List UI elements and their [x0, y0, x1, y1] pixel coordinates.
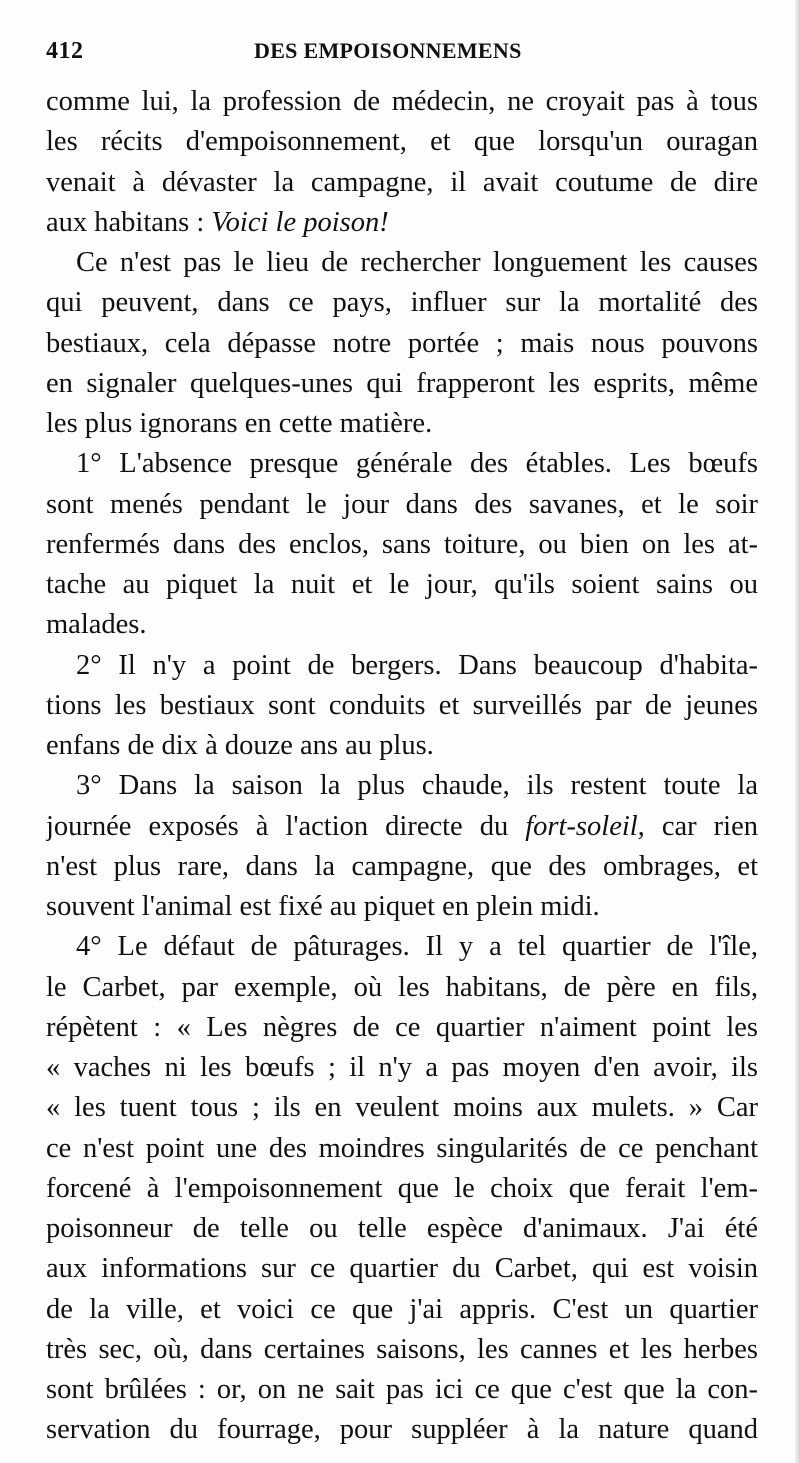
text-line: 3° Dans la saison la plus chaude, ils restent toute la	[76, 770, 758, 802]
text-line: comme lui, la profession de médecin, ne croyait pas à tous	[46, 86, 758, 117]
text-line: 2° Il n'y a point de bergers. Dans beaucoup d'habita-	[76, 649, 758, 681]
text-line: répètent : « Les nègres de ce quartier n'aiment point les	[46, 1011, 758, 1043]
text-line: poisonneur de telle ou telle espèce d'animaux. J'ai été	[46, 1213, 758, 1244]
text-line: « vaches ni les bœufs ; il n'y a pas moyen d'en avoir, ils	[46, 1052, 758, 1083]
text-line: tache au piquet la nuit et le jour, qu'ils soient sains ou	[46, 569, 758, 600]
text-line: malades.	[46, 609, 147, 641]
text-line: venait à dévaster la campagne, il avait coutume de dire	[46, 166, 758, 198]
text-line: tions les bestiaux sont conduits et surveillés par de jeunes	[46, 689, 758, 721]
text-line: souvent l'animal est fixé au piquet en plein midi.	[46, 891, 600, 922]
italic-text: Voici le poison!	[211, 206, 389, 238]
text-line: ce n'est point une des moindres singularités de ce penchant	[46, 1132, 758, 1164]
text-line	[46, 807, 758, 847]
text-line: 1° L'absence presque générale des étables. Les bœufs	[76, 448, 758, 480]
text-line: bestiaux, cela dépasse notre portée ; mais nous pouvons	[46, 327, 758, 359]
text-line: renfermés dans des enclos, sans toiture, ou bien on les at-	[46, 528, 758, 560]
text-segment: car rien	[644, 810, 758, 842]
text-line: le Carbet, par exemple, où les habitans, de père en fils,	[46, 971, 758, 1003]
text-line: sont brûlées : or, on ne sait pas ici ce que c'est que la con-	[46, 1374, 758, 1405]
text-line: en signaler quelques-unes qui frapperont les esprits, même	[46, 367, 758, 399]
text-line: servation du fourrage, pour suppléer à la nature quand	[46, 1414, 758, 1446]
text-line: 4° Le défaut de pâturages. Il y a tel quartier de l'île,	[76, 931, 758, 963]
text-line	[46, 203, 758, 243]
text-line: sont menés pendant le jour dans des savanes, et le soir	[46, 488, 758, 520]
text-line: très sec, où, dans certaines saisons, les cannes et les herbes	[46, 1333, 758, 1365]
text-line: aux informations sur ce quartier du Carbet, qui est voisin	[46, 1253, 758, 1285]
body-text	[46, 82, 758, 1451]
text-segment: aux habitans :	[46, 206, 212, 238]
text-line: les plus ignorans en cette matière.	[46, 408, 433, 439]
text-line: Ce n'est pas le lieu de rechercher longuement les causes	[76, 247, 758, 278]
text-line: les récits d'empoisonnement, et que lorsqu'un ouragan	[46, 126, 758, 158]
italic-text: fort-soleil,	[525, 810, 645, 842]
page-edge-shadow	[794, 0, 800, 1463]
running-head: DES EMPOISONNEMENS	[254, 38, 522, 63]
page-header	[46, 38, 756, 72]
text-line: enfans de dix à douze ans au plus.	[46, 730, 434, 761]
text-line: forcené à l'empoisonnement que le choix que ferait l'em-	[46, 1172, 758, 1204]
page-number: 412	[46, 38, 84, 64]
text-line: qui peuvent, dans ce pays, influer sur la mortalité des	[46, 287, 758, 319]
text-line: n'est plus rare, dans la campagne, que des ombrages, et	[46, 850, 758, 882]
text-line: de la ville, et voici ce que j'ai appris. C'est un quartier	[46, 1293, 758, 1325]
text-segment: journée exposés à l'action directe du	[46, 810, 526, 842]
text-line: « les tuent tous ; ils en veulent moins aux mulets. » Car	[46, 1092, 758, 1124]
